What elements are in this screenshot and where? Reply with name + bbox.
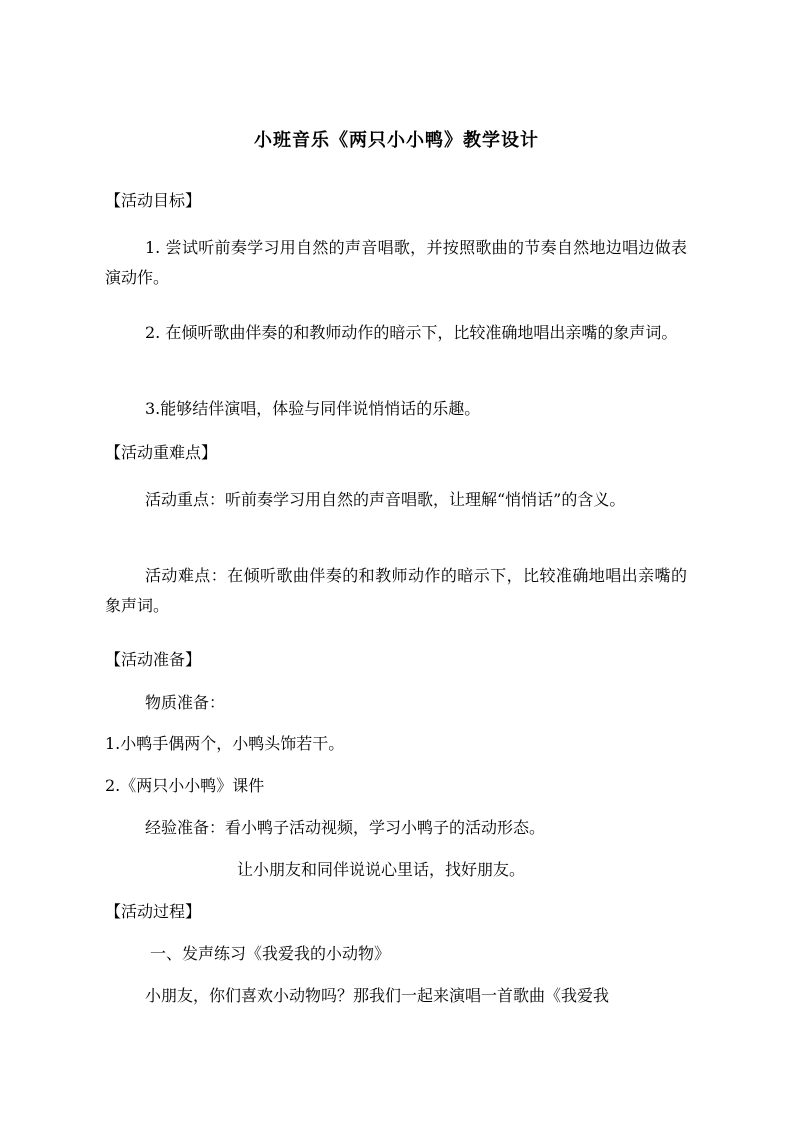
section-heading-preparation: 【活动准备】 xyxy=(105,650,202,669)
section-heading-process: 【活动过程】 xyxy=(105,902,202,921)
experience-prep-continued: 让小朋友和同伴说说心里话，找好朋友。 xyxy=(237,860,526,879)
goal-item-2: 2. 在倾听歌曲伴奏的和教师动作的暗示下，比较准确地唱出亲嘴的象声词。 xyxy=(145,323,678,342)
process-step-1: 一、发声练习《我爱我的小动物》 xyxy=(150,944,391,963)
process-step-1-text: 小朋友，你们喜欢小动物吗？那我们一起来演唱一首歌曲《我爱我 xyxy=(145,986,610,1005)
material-item-2: 2.《两只小小鸭》课件 xyxy=(105,776,265,795)
section-heading-goals: 【活动目标】 xyxy=(105,191,202,210)
material-item-1: 1.小鸭手偶两个，小鸭头饰若干。 xyxy=(105,734,345,753)
document-title: 小班音乐《两只小小鸭》教学设计 xyxy=(254,130,539,151)
difficulty-paragraph: 活动难点：在倾听歌曲伴奏的和教师动作的暗示下，比较准确地唱出亲嘴的象声词。 xyxy=(105,566,687,615)
goal-item-3: 3.能够结伴演唱，体验与同伴说悄悄话的乐趣。 xyxy=(145,399,481,418)
goal-item-1: 1. 尝试听前奏学习用自然的声音唱歌，并按照歌曲的节奏自然地边唱边做表演动作。 xyxy=(105,238,687,287)
experience-prep: 经验准备：看小鸭子活动视频，学习小鸭子的活动形态。 xyxy=(145,818,546,837)
key-point-paragraph: 活动重点：听前奏学习用自然的声音唱歌，让理解“悄悄话”的含义。 xyxy=(145,490,626,509)
material-prep-label: 物质准备： xyxy=(145,693,226,712)
section-heading-key-points: 【活动重难点】 xyxy=(105,443,218,462)
